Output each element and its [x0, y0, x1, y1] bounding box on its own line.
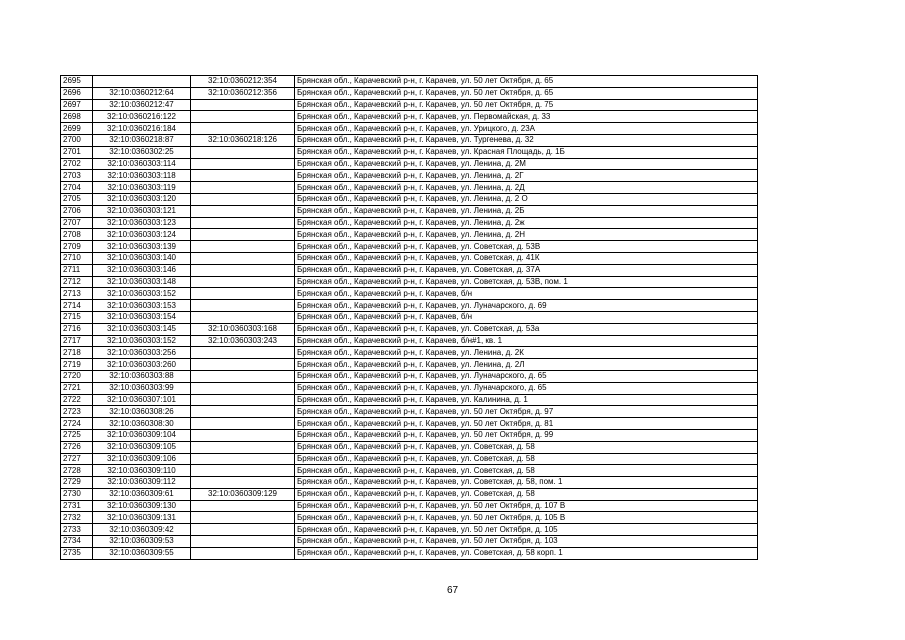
- cadastral-number-cell: 32:10:0360303:256: [93, 347, 191, 359]
- row-number-cell: 2709: [61, 241, 93, 253]
- table-row: [61, 288, 758, 300]
- cadastral-number-cell: 32:10:0360303:139: [93, 241, 191, 253]
- address-cell: Брянская обл., Карачевский р-н, г. Карачев, ул. 50 лет Октября, д. 97: [295, 406, 758, 418]
- table-row: [61, 158, 758, 170]
- cadastral-number-cell: 32:10:0360303:148: [93, 276, 191, 288]
- cadastral-number-cell: 32:10:0360212:64: [93, 87, 191, 99]
- related-cadastral-number-cell: [191, 170, 295, 182]
- cadastral-number-cell: 32:10:0360303:119: [93, 182, 191, 194]
- related-cadastral-number-cell: [191, 217, 295, 229]
- cadastral-number-cell: 32:10:0360216:122: [93, 111, 191, 123]
- address-cell: Брянская обл., Карачевский р-н, г. Карачев, ул. 50 лет Октября, д. 99: [295, 429, 758, 441]
- row-number-cell: 2725: [61, 429, 93, 441]
- row-number-cell: 2715: [61, 311, 93, 323]
- related-cadastral-number-cell: [191, 276, 295, 288]
- related-cadastral-number-cell: [191, 146, 295, 158]
- table-row: [61, 134, 758, 146]
- address-cell: Брянская обл., Карачевский р-н, г. Карачев, б/н: [295, 288, 758, 300]
- cadastral-number-cell: 32:10:0360302:25: [93, 146, 191, 158]
- table-row: [61, 536, 758, 548]
- related-cadastral-number-cell: [191, 547, 295, 559]
- cadastral-number-cell: 32:10:0360303:153: [93, 300, 191, 312]
- address-cell: Брянская обл., Карачевский р-н, г. Карачев, ул. Советская, д. 37А: [295, 264, 758, 276]
- table-row: [61, 170, 758, 182]
- table-row: [61, 87, 758, 99]
- related-cadastral-number-cell: [191, 205, 295, 217]
- cadastral-number-cell: 32:10:0360303:88: [93, 370, 191, 382]
- address-cell: Брянская обл., Карачевский р-н, г. Карачев, ул. 50 лет Октября, д. 105 В: [295, 512, 758, 524]
- cadastral-number-cell: 32:10:0360309:106: [93, 453, 191, 465]
- table-row: [61, 193, 758, 205]
- row-number-cell: 2729: [61, 477, 93, 489]
- table-row: [61, 146, 758, 158]
- address-cell: Брянская обл., Карачевский р-н, г. Карачев, ул. Советская, д. 53а: [295, 323, 758, 335]
- address-cell: Брянская обл., Карачевский р-н, г. Карачев, ул. 50 лет Октября, д. 65: [295, 87, 758, 99]
- address-cell: Брянская обл., Карачевский р-н, г. Карачев, ул. Ленина, д. 2Н: [295, 229, 758, 241]
- row-number-cell: 2707: [61, 217, 93, 229]
- related-cadastral-number-cell: [191, 288, 295, 300]
- table-row: [61, 418, 758, 430]
- related-cadastral-number-cell: [191, 359, 295, 371]
- row-number-cell: 2706: [61, 205, 93, 217]
- table-row: [61, 465, 758, 477]
- cadastral-number-cell: 32:10:0360309:110: [93, 465, 191, 477]
- row-number-cell: 2734: [61, 536, 93, 548]
- related-cadastral-number-cell: [191, 465, 295, 477]
- table-row: [61, 99, 758, 111]
- row-number-cell: 2728: [61, 465, 93, 477]
- address-cell: Брянская обл., Карачевский р-н, г. Карачев, ул. Ленина, д. 2К: [295, 347, 758, 359]
- related-cadastral-number-cell: [191, 536, 295, 548]
- table-row: [61, 547, 758, 559]
- page-number: 67: [446, 585, 459, 596]
- address-cell: Брянская обл., Карачевский р-н, г. Карачев, ул. Урицкого, д. 23А: [295, 123, 758, 135]
- address-cell: Брянская обл., Карачевский р-н, г. Карачев, б/н: [295, 311, 758, 323]
- cadastral-number-cell: 32:10:0360308:30: [93, 418, 191, 430]
- row-number-cell: 2696: [61, 87, 93, 99]
- table-row: [61, 488, 758, 500]
- table-row: [61, 406, 758, 418]
- related-cadastral-number-cell: [191, 453, 295, 465]
- related-cadastral-number-cell: [191, 394, 295, 406]
- cadastral-number-cell: 32:10:0360309:61: [93, 488, 191, 500]
- cadastral-number-cell: 32:10:0360303:154: [93, 311, 191, 323]
- cadastral-number-cell: 32:10:0360303:152: [93, 335, 191, 347]
- related-cadastral-number-cell: 32:10:0360303:168: [191, 323, 295, 335]
- related-cadastral-number-cell: [191, 252, 295, 264]
- address-cell: Брянская обл., Карачевский р-н, г. Карачев, ул. Луначарского, д. 65: [295, 382, 758, 394]
- address-cell: Брянская обл., Карачевский р-н, г. Карачев, ул. Советская, д. 58: [295, 488, 758, 500]
- related-cadastral-number-cell: [191, 347, 295, 359]
- row-number-cell: 2703: [61, 170, 93, 182]
- cadastral-number-cell: 32:10:0360303:121: [93, 205, 191, 217]
- related-cadastral-number-cell: [191, 382, 295, 394]
- cadastral-number-cell: 32:10:0360309:104: [93, 429, 191, 441]
- address-cell: Брянская обл., Карачевский р-н, г. Карачев, ул. 50 лет Октября, д. 107 В: [295, 500, 758, 512]
- cadastral-number-cell: 32:10:0360303:120: [93, 193, 191, 205]
- related-cadastral-number-cell: [191, 193, 295, 205]
- address-cell: Брянская обл., Карачевский р-н, г. Карачев, ул. Советская, д. 58, пом. 1: [295, 477, 758, 489]
- address-cell: Брянская обл., Карачевский р-н, г. Карачев, ул. Ленина, д. 2М: [295, 158, 758, 170]
- row-number-cell: 2710: [61, 252, 93, 264]
- cadastral-number-cell: 32:10:0360303:114: [93, 158, 191, 170]
- table-row: [61, 241, 758, 253]
- row-number-cell: 2708: [61, 229, 93, 241]
- cadastral-number-cell: 32:10:0360309:130: [93, 500, 191, 512]
- related-cadastral-number-cell: [191, 111, 295, 123]
- row-number-cell: 2700: [61, 134, 93, 146]
- address-cell: Брянская обл., Карачевский р-н, г. Карачев, ул. Советская, д. 53В: [295, 241, 758, 253]
- related-cadastral-number-cell: [191, 311, 295, 323]
- related-cadastral-number-cell: [191, 123, 295, 135]
- table-row: [61, 123, 758, 135]
- table-row: [61, 441, 758, 453]
- row-number-cell: 2720: [61, 370, 93, 382]
- related-cadastral-number-cell: [191, 512, 295, 524]
- cadastral-number-cell: 32:10:0360309:131: [93, 512, 191, 524]
- address-cell: Брянская обл., Карачевский р-н, г. Карачев, ул. Ленина, д. 2Г: [295, 170, 758, 182]
- table-row: [61, 512, 758, 524]
- row-number-cell: 2697: [61, 99, 93, 111]
- address-cell: Брянская обл., Карачевский р-н, г. Карачев, ул. 50 лет Октября, д. 65: [295, 76, 758, 88]
- address-cell: Брянская обл., Карачевский р-н, г. Карачев, ул. Ленина, д. 2Л: [295, 359, 758, 371]
- related-cadastral-number-cell: 32:10:0360303:243: [191, 335, 295, 347]
- row-number-cell: 2735: [61, 547, 93, 559]
- row-number-cell: 2698: [61, 111, 93, 123]
- address-cell: Брянская обл., Карачевский р-н, г. Карачев, ул. Красная Площадь, д. 1Б: [295, 146, 758, 158]
- row-number-cell: 2730: [61, 488, 93, 500]
- related-cadastral-number-cell: [191, 182, 295, 194]
- row-number-cell: 2713: [61, 288, 93, 300]
- address-cell: Брянская обл., Карачевский р-н, г. Карачев, ул. 50 лет Октября, д. 103: [295, 536, 758, 548]
- address-cell: Брянская обл., Карачевский р-н, г. Карачев, ул. Ленина, д. 2Б: [295, 205, 758, 217]
- cadastral-number-cell: 32:10:0360303:140: [93, 252, 191, 264]
- related-cadastral-number-cell: 32:10:0360212:356: [191, 87, 295, 99]
- row-number-cell: 2717: [61, 335, 93, 347]
- row-number-cell: 2732: [61, 512, 93, 524]
- related-cadastral-number-cell: [191, 429, 295, 441]
- table-row: [61, 217, 758, 229]
- table-row: [61, 229, 758, 241]
- cadastral-number-cell: 32:10:0360303:118: [93, 170, 191, 182]
- table-row: [61, 359, 758, 371]
- table-row: [61, 111, 758, 123]
- cadastral-number-cell: 32:10:0360309:53: [93, 536, 191, 548]
- address-cell: Брянская обл., Карачевский р-н, г. Карачев, б/н#1, кв. 1: [295, 335, 758, 347]
- row-number-cell: 2721: [61, 382, 93, 394]
- related-cadastral-number-cell: [191, 477, 295, 489]
- cadastral-number-cell: 32:10:0360309:105: [93, 441, 191, 453]
- address-cell: Брянская обл., Карачевский р-н, г. Карачев, ул. Тургенева, д. 32: [295, 134, 758, 146]
- cadastral-table: [60, 75, 758, 560]
- cadastral-number-cell: 32:10:0360303:99: [93, 382, 191, 394]
- cadastral-number-cell: 32:10:0360309:112: [93, 477, 191, 489]
- table-row: [61, 323, 758, 335]
- table-row: [61, 311, 758, 323]
- table-body: [61, 76, 758, 560]
- related-cadastral-number-cell: [191, 500, 295, 512]
- row-number-cell: 2702: [61, 158, 93, 170]
- address-cell: Брянская обл., Карачевский р-н, г. Карачев, ул. Советская, д. 58: [295, 453, 758, 465]
- row-number-cell: 2701: [61, 146, 93, 158]
- cadastral-number-cell: 32:10:0360216:184: [93, 123, 191, 135]
- related-cadastral-number-cell: [191, 264, 295, 276]
- related-cadastral-number-cell: [191, 229, 295, 241]
- table-row: [61, 300, 758, 312]
- address-cell: Брянская обл., Карачевский р-н, г. Карачев, ул. Ленина, д. 2 О: [295, 193, 758, 205]
- table-row: [61, 182, 758, 194]
- related-cadastral-number-cell: [191, 241, 295, 253]
- cadastral-number-cell: 32:10:0360303:146: [93, 264, 191, 276]
- address-cell: Брянская обл., Карачевский р-н, г. Карачев, ул. Советская, д. 53В, пом. 1: [295, 276, 758, 288]
- related-cadastral-number-cell: [191, 370, 295, 382]
- related-cadastral-number-cell: 32:10:0360218:126: [191, 134, 295, 146]
- related-cadastral-number-cell: [191, 418, 295, 430]
- cadastral-number-cell: 32:10:0360307:101: [93, 394, 191, 406]
- address-cell: Брянская обл., Карачевский р-н, г. Карачев, ул. Советская, д. 58: [295, 441, 758, 453]
- cadastral-number-cell: 32:10:0360303:152: [93, 288, 191, 300]
- address-cell: Брянская обл., Карачевский р-н, г. Карачев, ул. 50 лет Октября, д. 81: [295, 418, 758, 430]
- cadastral-number-cell: 32:10:0360309:55: [93, 547, 191, 559]
- row-number-cell: 2719: [61, 359, 93, 371]
- related-cadastral-number-cell: 32:10:0360212:354: [191, 76, 295, 88]
- table-row: [61, 347, 758, 359]
- row-number-cell: 2711: [61, 264, 93, 276]
- table-row: [61, 252, 758, 264]
- related-cadastral-number-cell: [191, 300, 295, 312]
- related-cadastral-number-cell: [191, 441, 295, 453]
- row-number-cell: 2724: [61, 418, 93, 430]
- row-number-cell: 2695: [61, 76, 93, 88]
- table-row: [61, 382, 758, 394]
- row-number-cell: 2723: [61, 406, 93, 418]
- table-row: [61, 394, 758, 406]
- table-row: [61, 205, 758, 217]
- address-cell: Брянская обл., Карачевский р-н, г. Карачев, ул. Советская, д. 41К: [295, 252, 758, 264]
- table-row: [61, 477, 758, 489]
- row-number-cell: 2712: [61, 276, 93, 288]
- row-number-cell: 2705: [61, 193, 93, 205]
- table-row: [61, 370, 758, 382]
- table-row: [61, 335, 758, 347]
- address-cell: Брянская обл., Карачевский р-н, г. Карачев, ул. Луначарского, д. 69: [295, 300, 758, 312]
- table-row: [61, 524, 758, 536]
- row-number-cell: 2731: [61, 500, 93, 512]
- address-cell: Брянская обл., Карачевский р-н, г. Карачев, ул. Ленина, д. 2ж: [295, 217, 758, 229]
- row-number-cell: 2714: [61, 300, 93, 312]
- cadastral-number-cell: 32:10:0360218:87: [93, 134, 191, 146]
- cadastral-number-cell: 32:10:0360303:260: [93, 359, 191, 371]
- address-cell: Брянская обл., Карачевский р-н, г. Карачев, ул. Ленина, д. 2Д: [295, 182, 758, 194]
- address-cell: Брянская обл., Карачевский р-н, г. Карачев, ул. Советская, д. 58 корп. 1: [295, 547, 758, 559]
- row-number-cell: 2704: [61, 182, 93, 194]
- cadastral-number-cell: 32:10:0360212:47: [93, 99, 191, 111]
- row-number-cell: 2726: [61, 441, 93, 453]
- row-number-cell: 2699: [61, 123, 93, 135]
- cadastral-number-cell: 32:10:0360309:42: [93, 524, 191, 536]
- related-cadastral-number-cell: [191, 99, 295, 111]
- table-row: [61, 500, 758, 512]
- related-cadastral-number-cell: 32:10:0360309:129: [191, 488, 295, 500]
- table-row: [61, 264, 758, 276]
- cadastral-number-cell: 32:10:0360308:26: [93, 406, 191, 418]
- address-cell: Брянская обл., Карачевский р-н, г. Карачев, ул. Луначарского, д. 65: [295, 370, 758, 382]
- address-cell: Брянская обл., Карачевский р-н, г. Карачев, ул. Советская, д. 58: [295, 465, 758, 477]
- table-row: [61, 76, 758, 88]
- table-row: [61, 453, 758, 465]
- row-number-cell: 2718: [61, 347, 93, 359]
- table-row: [61, 276, 758, 288]
- address-cell: Брянская обл., Карачевский р-н, г. Карачев, ул. Первомайская, д. 33: [295, 111, 758, 123]
- address-cell: Брянская обл., Карачевский р-н, г. Карачев, ул. Калинина, д. 1: [295, 394, 758, 406]
- related-cadastral-number-cell: [191, 524, 295, 536]
- row-number-cell: 2722: [61, 394, 93, 406]
- address-cell: Брянская обл., Карачевский р-н, г. Карачев, ул. 50 лет Октября, д. 75: [295, 99, 758, 111]
- cadastral-number-cell: 32:10:0360303:124: [93, 229, 191, 241]
- row-number-cell: 2733: [61, 524, 93, 536]
- related-cadastral-number-cell: [191, 158, 295, 170]
- cadastral-number-cell: 32:10:0360303:145: [93, 323, 191, 335]
- cadastral-number-cell: [93, 76, 191, 88]
- table-row: [61, 429, 758, 441]
- related-cadastral-number-cell: [191, 406, 295, 418]
- address-cell: Брянская обл., Карачевский р-н, г. Карачев, ул. 50 лет Октября, д. 105: [295, 524, 758, 536]
- cadastral-number-cell: 32:10:0360303:123: [93, 217, 191, 229]
- row-number-cell: 2727: [61, 453, 93, 465]
- row-number-cell: 2716: [61, 323, 93, 335]
